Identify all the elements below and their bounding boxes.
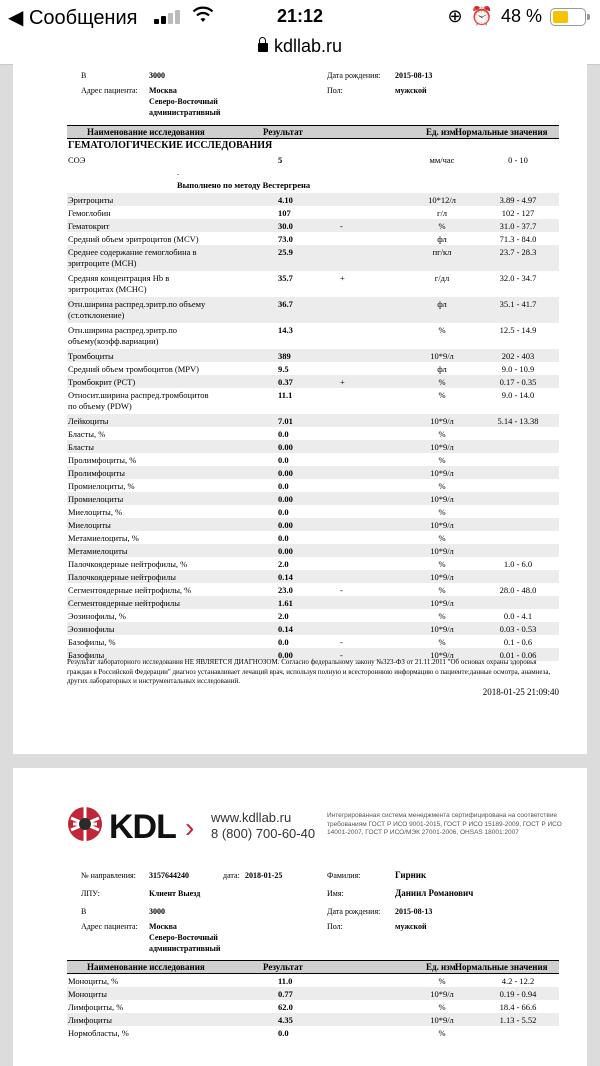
birth-value: 2015-08-13 xyxy=(395,71,433,80)
result-value: 23.0 xyxy=(278,585,293,595)
method-dot: . xyxy=(177,167,180,177)
direction-label: № направления: xyxy=(81,871,136,880)
result-name: Средний объем тромбоцитов (MPV) xyxy=(68,364,199,374)
result-name: Эозинофилы, % xyxy=(68,611,126,621)
result-unit: % xyxy=(438,637,446,647)
method-note: Выполнено по методу Вестергрена xyxy=(177,180,311,190)
result-name: Моноциты, % xyxy=(68,976,119,986)
result-value: 0.0 xyxy=(278,429,289,439)
table-row xyxy=(67,297,559,323)
table-row xyxy=(67,1013,559,1026)
result-value: 4.35 xyxy=(278,1015,293,1025)
result-norm: 5.14 - 13.38 xyxy=(497,416,539,426)
result-unit: % xyxy=(438,1002,446,1012)
result-value: 5 xyxy=(278,155,283,165)
result-unit: 10*9/л xyxy=(430,416,454,426)
birth-value: 2015-08-13 xyxy=(395,907,433,916)
result-name: Эозинофилы xyxy=(68,624,115,634)
result-unit: 10*9/л xyxy=(430,572,454,582)
result-unit: г/л xyxy=(436,208,448,218)
sex-label: Пол: xyxy=(327,86,343,95)
v-value: 3000 xyxy=(149,907,165,916)
result-value: 0.14 xyxy=(278,572,293,582)
result-value: 14.3 xyxy=(278,325,293,335)
result-norm: 202 - 403 xyxy=(501,351,535,361)
result-name: Миелоциты xyxy=(68,520,111,530)
result-unit: % xyxy=(438,585,446,595)
address-label: Адрес пациента: xyxy=(81,922,138,931)
result-norm: 12.5 - 14.9 xyxy=(499,325,537,335)
result-name-cont: (ст.отклонение) xyxy=(68,310,125,320)
result-value: 62.0 xyxy=(278,1002,293,1012)
header-norm: Нормальные значения xyxy=(455,962,548,972)
result-name: СОЭ xyxy=(68,155,86,165)
result-unit: 10*9/л xyxy=(430,442,454,452)
result-value: 25.9 xyxy=(278,247,293,257)
result-flag: + xyxy=(340,273,345,283)
result-norm: 1.13 - 5.52 xyxy=(499,1015,537,1025)
result-norm: 0.0 - 4.1 xyxy=(503,611,533,621)
table-header xyxy=(67,125,559,139)
address-line: административный xyxy=(149,108,221,117)
result-unit: 10*9/л xyxy=(430,1015,454,1025)
table-row xyxy=(67,518,559,531)
result-name: Бласты, % xyxy=(68,429,106,439)
table-row xyxy=(67,245,559,271)
result-unit: % xyxy=(438,481,446,491)
table-row xyxy=(67,349,559,362)
result-norm: 0.1 - 0.6 xyxy=(503,637,533,647)
result-name: Тромбоциты xyxy=(68,351,114,361)
result-value: 11.0 xyxy=(278,976,293,986)
result-norm: 0.01 - 0.06 xyxy=(499,650,537,660)
result-name: Гемоглобин xyxy=(68,208,111,218)
result-norm: 4.2 - 12.2 xyxy=(501,976,535,986)
result-flag: + xyxy=(340,377,345,387)
rotation-lock-icon: ⊕ xyxy=(447,6,463,26)
result-norm: 1.0 - 6.0 xyxy=(503,559,533,569)
result-value: 0.37 xyxy=(278,377,293,387)
table-row xyxy=(67,323,559,349)
result-name: Пролимфоциты, % xyxy=(68,455,137,465)
result-name-cont: эритроците (MCH) xyxy=(68,258,137,268)
result-name: Пролимфоциты xyxy=(68,468,125,478)
result-name: Отн.ширина распред.эритр.по объему xyxy=(68,299,206,309)
result-name: Сегментоядерные нейтрофилы xyxy=(68,598,180,608)
result-value: 0.0 xyxy=(278,533,289,543)
result-unit: % xyxy=(438,611,446,621)
table-row xyxy=(67,453,559,466)
table-row xyxy=(67,375,559,388)
result-value: 0.00 xyxy=(278,546,293,556)
result-value: 0.0 xyxy=(278,1028,289,1038)
header-result: Результат xyxy=(263,962,303,972)
table-row xyxy=(67,427,559,440)
result-unit: % xyxy=(438,559,446,569)
result-unit: фл xyxy=(437,299,447,309)
result-unit: % xyxy=(438,533,446,543)
result-norm: 102 - 127 xyxy=(501,208,535,218)
result-name: Эритроциты xyxy=(68,195,114,205)
birth-label: Дата рождения: xyxy=(327,907,381,916)
result-name: Отн.ширина распред.эритр.по xyxy=(68,325,178,335)
result-name: Среднее содержание гемоглобина в xyxy=(68,247,197,257)
result-name-cont: объему(коэфф.вариации) xyxy=(68,336,159,346)
result-unit: % xyxy=(438,390,446,400)
result-norm: 31.0 - 37.7 xyxy=(499,221,537,231)
kdl-logo-text: KDL xyxy=(109,808,176,846)
result-unit: % xyxy=(438,377,446,387)
result-norm: 0.17 - 0.35 xyxy=(499,377,537,387)
result-name: Относит.ширина распред.тромбоцитов xyxy=(68,390,209,400)
result-unit: % xyxy=(438,325,446,335)
header-name: Наименование исследования xyxy=(87,962,205,972)
surname-value: Гирник xyxy=(395,870,427,880)
table-row xyxy=(67,1026,559,1039)
result-name: Палочкоядерные нейтрофилы xyxy=(68,572,176,582)
clock: 21:12 xyxy=(276,6,324,26)
table-row xyxy=(67,466,559,479)
table-row xyxy=(67,479,559,492)
battery-percent: 48 % xyxy=(500,6,542,26)
result-name: Метамиелоциты xyxy=(68,546,128,556)
result-unit: 10*9/л xyxy=(430,520,454,530)
address-label: Адрес пациента: xyxy=(81,86,138,95)
name-value: Даниил Романович xyxy=(395,888,474,898)
result-unit: 10*9/л xyxy=(430,624,454,634)
result-unit: % xyxy=(438,507,446,517)
result-value: 0.00 xyxy=(278,468,293,478)
result-name: Лейкоциты xyxy=(68,416,109,426)
header-result: Результат xyxy=(263,127,303,137)
result-unit: 10*9/л xyxy=(430,598,454,608)
result-name: Бласты xyxy=(68,442,94,452)
result-name: Промиелоциты, % xyxy=(68,481,135,491)
result-unit: 10*9/л xyxy=(430,351,454,361)
result-name-cont: по объему (PDW) xyxy=(68,401,132,411)
result-norm: 18.4 - 66.6 xyxy=(499,1002,537,1012)
result-value: 4.10 xyxy=(278,195,293,205)
url-text: kdllab.ru xyxy=(273,36,343,56)
disclaimer: Результат лабораторного исследования НЕ ЯВЛЯЕТСЯ ДИАГНОЗОМ. Согласно федеральному закону №323-ФЗ от 21.11.2011 "Об основах охраны здоровья граждан в Российской Федерации" диагноз устанавливает лечащий врач, используя полную и всестороннюю информацию о пациенте:данные осмотра, анамнеза, других лабораторных и инструментальных исследований. xyxy=(67,658,551,685)
result-name: Лимфоциты xyxy=(68,1015,112,1025)
name-label: Имя: xyxy=(327,889,344,898)
lab-website: www.kdllab.ru xyxy=(211,810,292,825)
table-row xyxy=(67,219,559,232)
back-to-messages-button[interactable]: ◀ Сообщения xyxy=(8,7,138,29)
sex-label: Пол: xyxy=(327,922,343,931)
result-norm: 32.0 - 34.7 xyxy=(499,273,537,283)
result-norm: 9.0 - 10.9 xyxy=(501,364,535,374)
table-row xyxy=(67,492,559,505)
address-line: Северо-Восточный xyxy=(149,933,218,942)
result-unit: % xyxy=(438,221,446,231)
header-unit: Ед. изм. xyxy=(425,962,459,972)
report-page-1 xyxy=(13,64,587,754)
result-name: Промиелоциты xyxy=(68,494,124,504)
result-flag: - xyxy=(340,650,343,660)
result-norm: 0.03 - 0.53 xyxy=(499,624,537,634)
result-unit: % xyxy=(438,976,446,986)
table-row xyxy=(67,440,559,453)
table-row xyxy=(67,583,559,596)
result-name: Гематокрит xyxy=(68,221,110,231)
address-line: Северо-Восточный xyxy=(149,97,218,106)
result-unit: пг/кл xyxy=(432,247,452,257)
result-value: 36.7 xyxy=(278,299,293,309)
result-value: 107 xyxy=(278,208,291,218)
table-row xyxy=(67,193,559,206)
lpu-value: Клиент Выезд xyxy=(149,889,201,898)
date-label: дата: xyxy=(223,871,240,880)
result-name: Миелоциты, % xyxy=(68,507,123,517)
table-row xyxy=(67,153,559,166)
result-value: 9.5 xyxy=(278,364,289,374)
result-norm: 28.0 - 48.0 xyxy=(499,585,537,595)
result-unit: % xyxy=(438,429,446,439)
surname-label: Фамилия: xyxy=(327,871,361,880)
table-row xyxy=(67,596,559,609)
result-name: Тромбокрит (PCT) xyxy=(68,377,136,387)
kdl-logo-icon xyxy=(65,804,105,844)
result-unit: 10*9/л xyxy=(430,468,454,478)
certification-text: Интегрированная система менеджмента сертифицирована на соответствие требованиям ГОСТ Р ИСО 9001-2015, ГОСТ Р ИСО 15189-2009, ГОСТ Р ИСО 14001-2007, ГОСТ Р ИСО/МЭК 27001-2006, OHSAS 18001:2007 xyxy=(327,812,562,836)
result-unit: фл xyxy=(437,364,447,374)
result-unit: 10*9/л xyxy=(430,650,454,660)
result-norm: 23.7 - 28.3 xyxy=(499,247,537,257)
table-row xyxy=(67,388,559,414)
result-unit: 10*12/л xyxy=(428,195,456,205)
result-value: 0.0 xyxy=(278,637,289,647)
result-value: 0.00 xyxy=(278,494,293,504)
result-unit: 10*9/л xyxy=(430,546,454,556)
result-name: Метамиелоциты, % xyxy=(68,533,139,543)
direction-value: 3157644240 xyxy=(149,871,189,880)
table-row xyxy=(67,505,559,518)
status-bar xyxy=(0,0,600,34)
table-row xyxy=(67,987,559,1000)
result-name: Нормобласты, % xyxy=(68,1028,129,1038)
address-line: Москва xyxy=(149,86,177,95)
table-row xyxy=(67,570,559,583)
result-norm: 0.19 - 0.94 xyxy=(499,989,537,999)
result-name: Базофилы xyxy=(68,650,105,660)
table-row xyxy=(67,531,559,544)
result-name-cont: эритроцитах (MCHC) xyxy=(68,284,147,294)
result-name: Палочкоядерные нейтрофилы, % xyxy=(68,559,188,569)
date-value: 2018-01-25 xyxy=(245,871,283,880)
result-value: 0.00 xyxy=(278,520,293,530)
logo-chevron: › xyxy=(185,812,195,843)
result-unit: г/дл xyxy=(434,273,450,283)
result-unit: 10*9/л xyxy=(430,494,454,504)
table-row xyxy=(67,271,559,297)
result-norm: 71.3 - 84.0 xyxy=(499,234,537,244)
result-norm: 3.89 - 4.97 xyxy=(499,195,537,205)
report-timestamp: 2018-01-25 21:09:40 xyxy=(482,687,559,697)
address-bar[interactable] xyxy=(0,34,600,65)
section-title: ГЕМАТОЛОГИЧЕСКИЕ ИССЛЕДОВАНИЯ xyxy=(68,140,273,151)
result-value: 1.61 xyxy=(278,598,293,608)
table-header xyxy=(67,960,559,974)
header-name: Наименование исследования xyxy=(87,127,205,137)
table-row xyxy=(67,232,559,245)
address-line: административный xyxy=(149,944,221,953)
lab-phone: 8 (800) 700-60-40 xyxy=(211,826,316,841)
table-row xyxy=(67,544,559,557)
table-row xyxy=(67,635,559,648)
result-flag: - xyxy=(340,585,343,595)
result-name: Средний объем эритроцитов (MCV) xyxy=(68,234,199,244)
result-name: Моноциты xyxy=(68,989,107,999)
table-row xyxy=(67,622,559,635)
header-norm: Нормальные значения xyxy=(455,127,548,137)
result-value: 0.00 xyxy=(278,650,293,660)
result-unit: % xyxy=(438,455,446,465)
result-name: Базофилы, % xyxy=(68,637,116,647)
result-flag: - xyxy=(340,221,343,231)
header-unit: Ед. изм. xyxy=(425,127,459,137)
result-norm: 35.1 - 41.7 xyxy=(499,299,537,309)
lock-icon xyxy=(258,43,268,52)
battery-icon xyxy=(550,8,586,26)
report-page-2 xyxy=(13,768,587,1066)
result-value: 35.7 xyxy=(278,273,293,283)
result-value: 0.0 xyxy=(278,481,289,491)
result-name: Сегментоядерные нейтрофилы, % xyxy=(68,585,192,595)
result-name: Средняя концентрация Hb в xyxy=(68,273,170,283)
result-value: 73.0 xyxy=(278,234,293,244)
lpu-label: ЛПУ: xyxy=(81,889,100,898)
table-row xyxy=(67,362,559,375)
result-flag: - xyxy=(340,637,343,647)
v-value: 3000 xyxy=(149,71,165,80)
v-label: В xyxy=(81,71,87,80)
result-norm: 9.0 - 14.0 xyxy=(501,390,535,400)
result-unit: фл xyxy=(437,234,447,244)
table-row xyxy=(67,206,559,219)
result-value: 30.0 xyxy=(278,221,293,231)
table-row xyxy=(67,1000,559,1013)
result-norm: 0 - 10 xyxy=(508,155,528,165)
result-unit: мм/час xyxy=(429,155,455,165)
result-value: 389 xyxy=(278,351,291,361)
result-name: Лимфоциты, % xyxy=(68,1002,124,1012)
sex-value: мужской xyxy=(395,922,427,931)
result-value: 2.0 xyxy=(278,611,289,621)
alarm-icon: ⏰ xyxy=(470,6,493,26)
result-unit: % xyxy=(438,1028,446,1038)
back-label: Сообщения xyxy=(28,7,138,29)
address-line: Москва xyxy=(149,922,177,931)
table-row xyxy=(67,974,559,987)
v-label: В xyxy=(81,907,87,916)
result-unit: 10*9/л xyxy=(430,989,454,999)
result-value: 2.0 xyxy=(278,559,289,569)
table-row xyxy=(67,414,559,427)
result-value: 7.01 xyxy=(278,416,293,426)
table-row xyxy=(67,557,559,570)
result-value: 0.0 xyxy=(278,507,289,517)
table-row xyxy=(67,609,559,622)
birth-label: Дата рождения: xyxy=(327,71,381,80)
result-value: 0.00 xyxy=(278,442,293,452)
result-value: 11.1 xyxy=(278,390,293,400)
result-value: 0.0 xyxy=(278,455,289,465)
result-value: 0.14 xyxy=(278,624,293,634)
result-value: 0.77 xyxy=(278,989,293,999)
sex-value: мужской xyxy=(395,86,427,95)
